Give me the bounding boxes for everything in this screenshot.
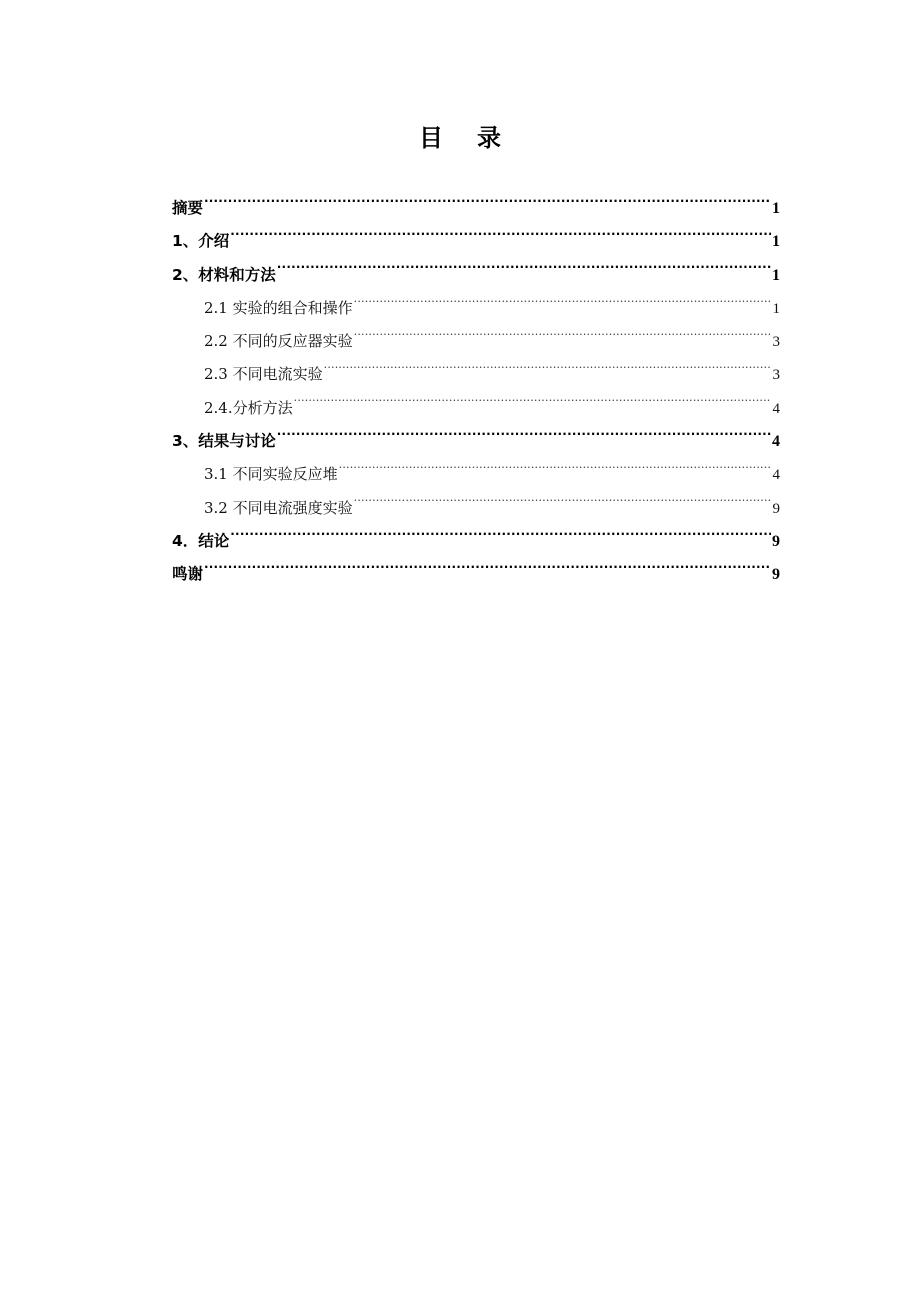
toc-dot-leader — [277, 264, 771, 280]
toc-dot-leader — [277, 431, 771, 447]
toc-entry-introduction[interactable] — [172, 225, 780, 258]
toc-dot-leader — [204, 564, 771, 580]
toc-entry-materials-methods[interactable] — [172, 259, 780, 292]
toc-page-number: 9 — [772, 500, 780, 517]
toc-page-number: 1 — [772, 266, 780, 284]
page-title — [0, 118, 920, 153]
title-char-1: 目 — [419, 124, 443, 152]
toc-dot-leader — [230, 530, 771, 546]
toc-dot-leader — [294, 398, 771, 413]
toc-page-number: 1 — [772, 200, 780, 217]
toc-dot-leader — [354, 298, 771, 313]
toc-page-number: 1 — [772, 300, 780, 317]
toc-entry-label: 4．结论 — [172, 531, 230, 550]
toc-entry-abstract[interactable] — [172, 192, 780, 225]
toc-dot-leader — [354, 331, 771, 346]
toc-page-number: 3 — [772, 367, 780, 384]
toc-entry-conclusion[interactable] — [172, 525, 780, 558]
toc-entry-acknowledgements[interactable] — [172, 558, 780, 591]
toc-entry-label: 1、介绍 — [172, 232, 230, 251]
toc-page-number: 3 — [772, 334, 780, 351]
toc-entry-2-3[interactable] — [172, 358, 780, 391]
toc-entry-results-discussion[interactable] — [172, 425, 780, 458]
toc-entry-3-2[interactable] — [172, 492, 780, 525]
toc-entry-2-1[interactable] — [172, 292, 780, 325]
toc-entry-label: 摘要 — [172, 199, 204, 217]
toc-entry-label: 3.1 不同实验反应堆 — [204, 465, 338, 484]
toc-dot-leader — [204, 198, 771, 214]
toc-entry-2-4[interactable] — [172, 392, 780, 425]
toc-page-number: 9 — [772, 532, 780, 550]
toc-dot-leader — [354, 498, 771, 513]
toc-entry-label: 2.1 实验的组合和操作 — [204, 298, 353, 317]
toc-page-number: 4 — [772, 433, 780, 451]
toc-page-number: 1 — [772, 233, 780, 251]
toc-entry-2-2[interactable] — [172, 325, 780, 358]
toc-page-number: 9 — [772, 566, 780, 584]
toc-entry-label: 2.3 不同电流实验 — [204, 365, 323, 384]
toc-entry-label: 2、材料和方法 — [172, 265, 276, 284]
toc-entry-label: 3、结果与讨论 — [172, 432, 276, 451]
toc-dot-leader — [339, 464, 771, 479]
toc-page-number: 4 — [772, 467, 780, 484]
toc-page-number: 4 — [772, 400, 780, 417]
toc-entry-label: 2.4.分析方法 — [204, 398, 293, 417]
title-char-2: 录 — [477, 124, 501, 152]
toc-dot-leader — [324, 364, 771, 379]
toc-entry-label: 鸣谢 — [172, 565, 204, 584]
table-of-contents — [172, 192, 780, 592]
toc-entry-3-1[interactable] — [172, 458, 780, 491]
toc-entry-label: 3.2 不同电流强度实验 — [204, 498, 353, 517]
toc-entry-label: 2.2 不同的反应器实验 — [204, 332, 353, 351]
toc-dot-leader — [230, 231, 771, 247]
